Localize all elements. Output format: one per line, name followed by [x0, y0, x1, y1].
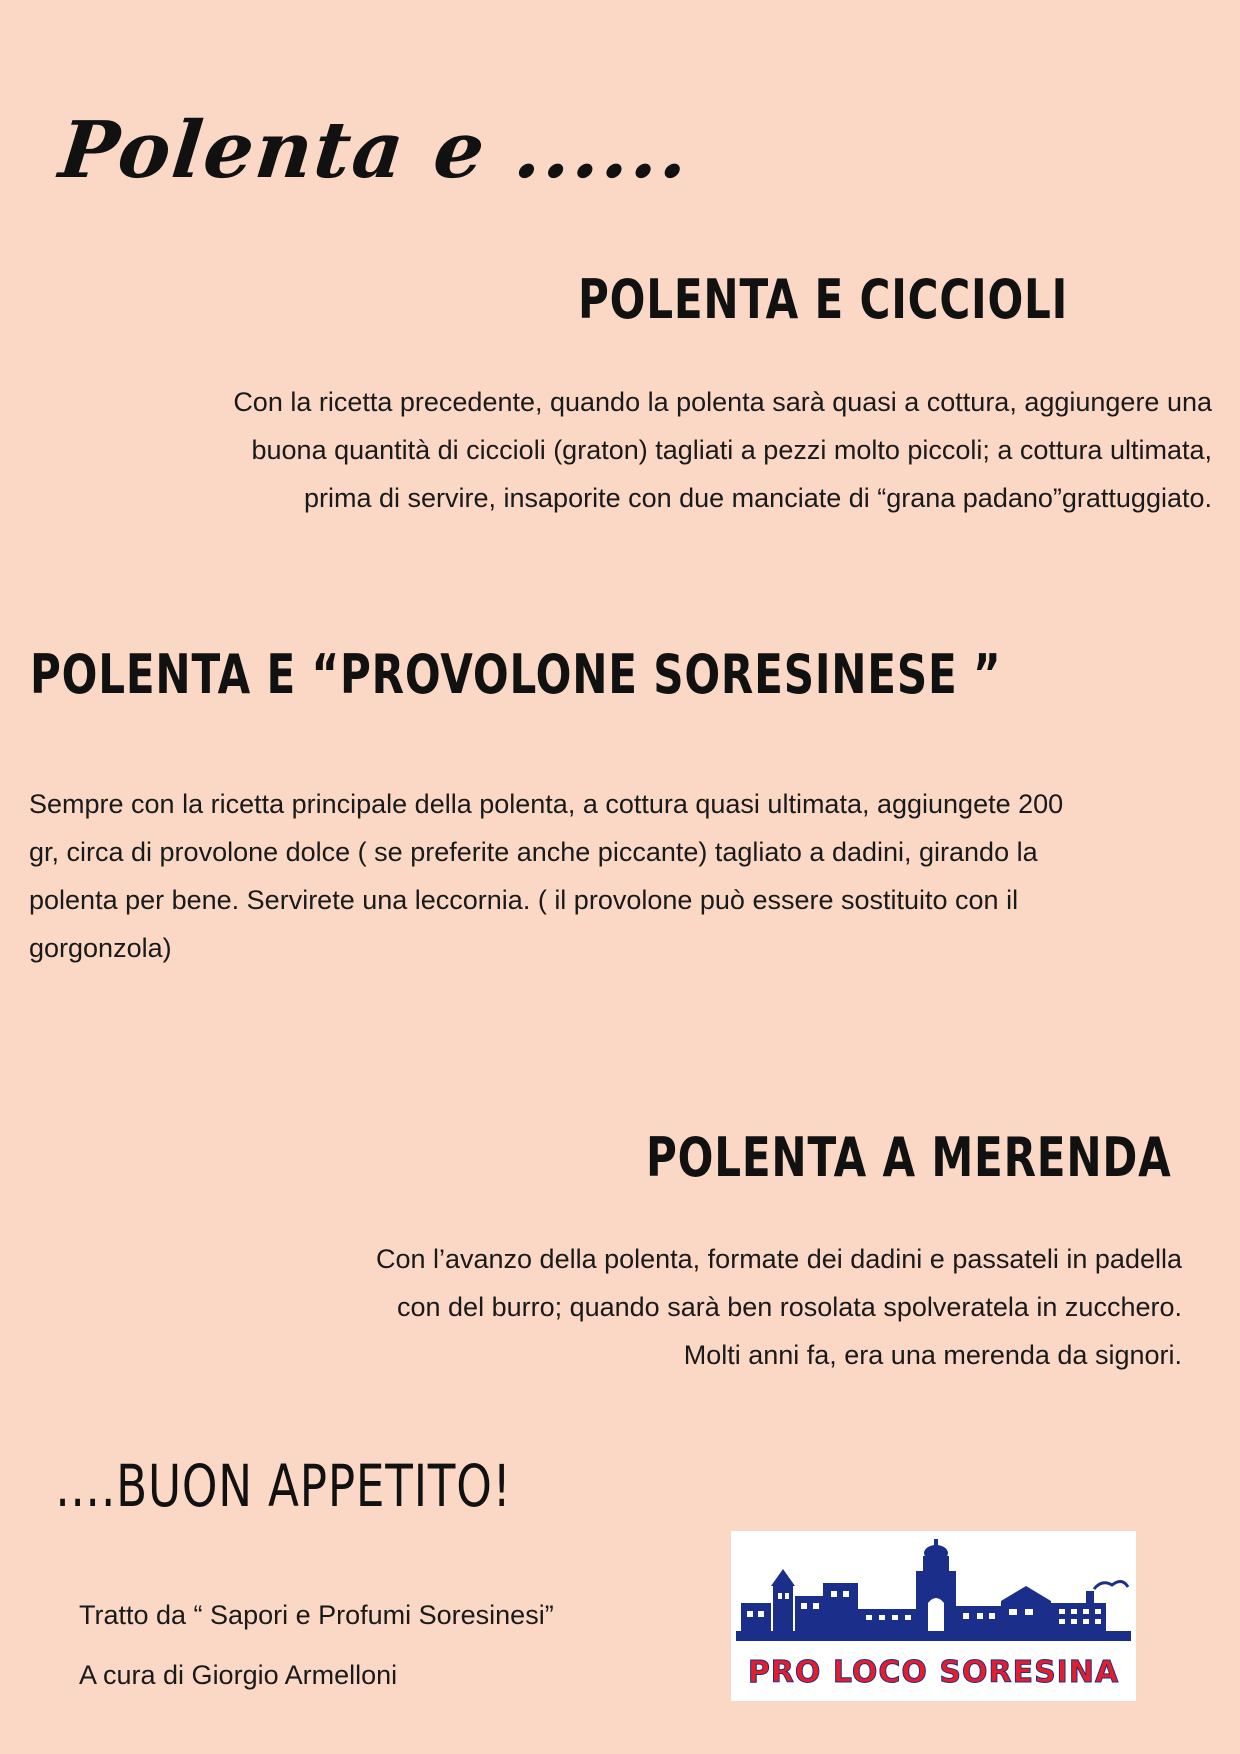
section2-line-1: Sempre con la ricetta principale della polenta, a cottura quasi ultimata, aggiungete 200 [29, 789, 1064, 819]
section3-line-1: Con l’avanzo della polenta, formate dei dadini e passateli in padella [375, 1244, 1182, 1274]
section2-paragraph [29, 780, 1063, 972]
section2-line-2: gr, circa di provolone dolce ( se preferite anche piccante) tagliato a dadini, girando la [29, 837, 1038, 867]
section1-line-3: prima di servire, insaporite con due manciate di “grana padano”grattuggiato. [303, 483, 1212, 513]
page-title: Polenta e ...... [55, 105, 695, 196]
heading-polenta-merenda: POLENTA A MERENDA [646, 1126, 1172, 1189]
section2-line-3: polenta per bene. Servirete una leccornia. ( il provolone può essere sostituito con il [29, 885, 1019, 915]
heading-polenta-ciccioli: POLENTA E CICCIOLI [578, 268, 1069, 331]
section3-line-2: con del burro; quando sarà ben rosolata spolveratela in zucchero. [397, 1292, 1182, 1322]
town-skyline-icon [731, 1531, 1136, 1651]
section3-line-3: Molti anni fa, era una merenda da signori. [683, 1340, 1182, 1370]
section1-paragraph [72, 378, 1212, 522]
author-credit: A cura di Giorgio Armelloni [79, 1660, 398, 1690]
section1-line-2: buona quantità di ciccioli (graton) tagliati a pezzi molto piccoli; a cottura ultimata, [251, 435, 1212, 465]
source-credit: Tratto da “ Sapori e Profumi Soresinesi” [79, 1600, 554, 1630]
section3-paragraph [182, 1235, 1182, 1379]
logo-text: PRO LOCO SORESINA [747, 1655, 1120, 1690]
section1-line-1: Con la ricetta precedente, quando la polenta sarà quasi a cottura, aggiungere una [233, 387, 1212, 417]
closing-greeting: ….BUON APPETITO! [55, 1452, 512, 1520]
heading-polenta-provolone: POLENTA E “PROVOLONE SORESINESE ” [30, 643, 1002, 706]
pro-loco-logo [731, 1531, 1136, 1701]
section2-line-4: gorgonzola) [29, 933, 172, 963]
